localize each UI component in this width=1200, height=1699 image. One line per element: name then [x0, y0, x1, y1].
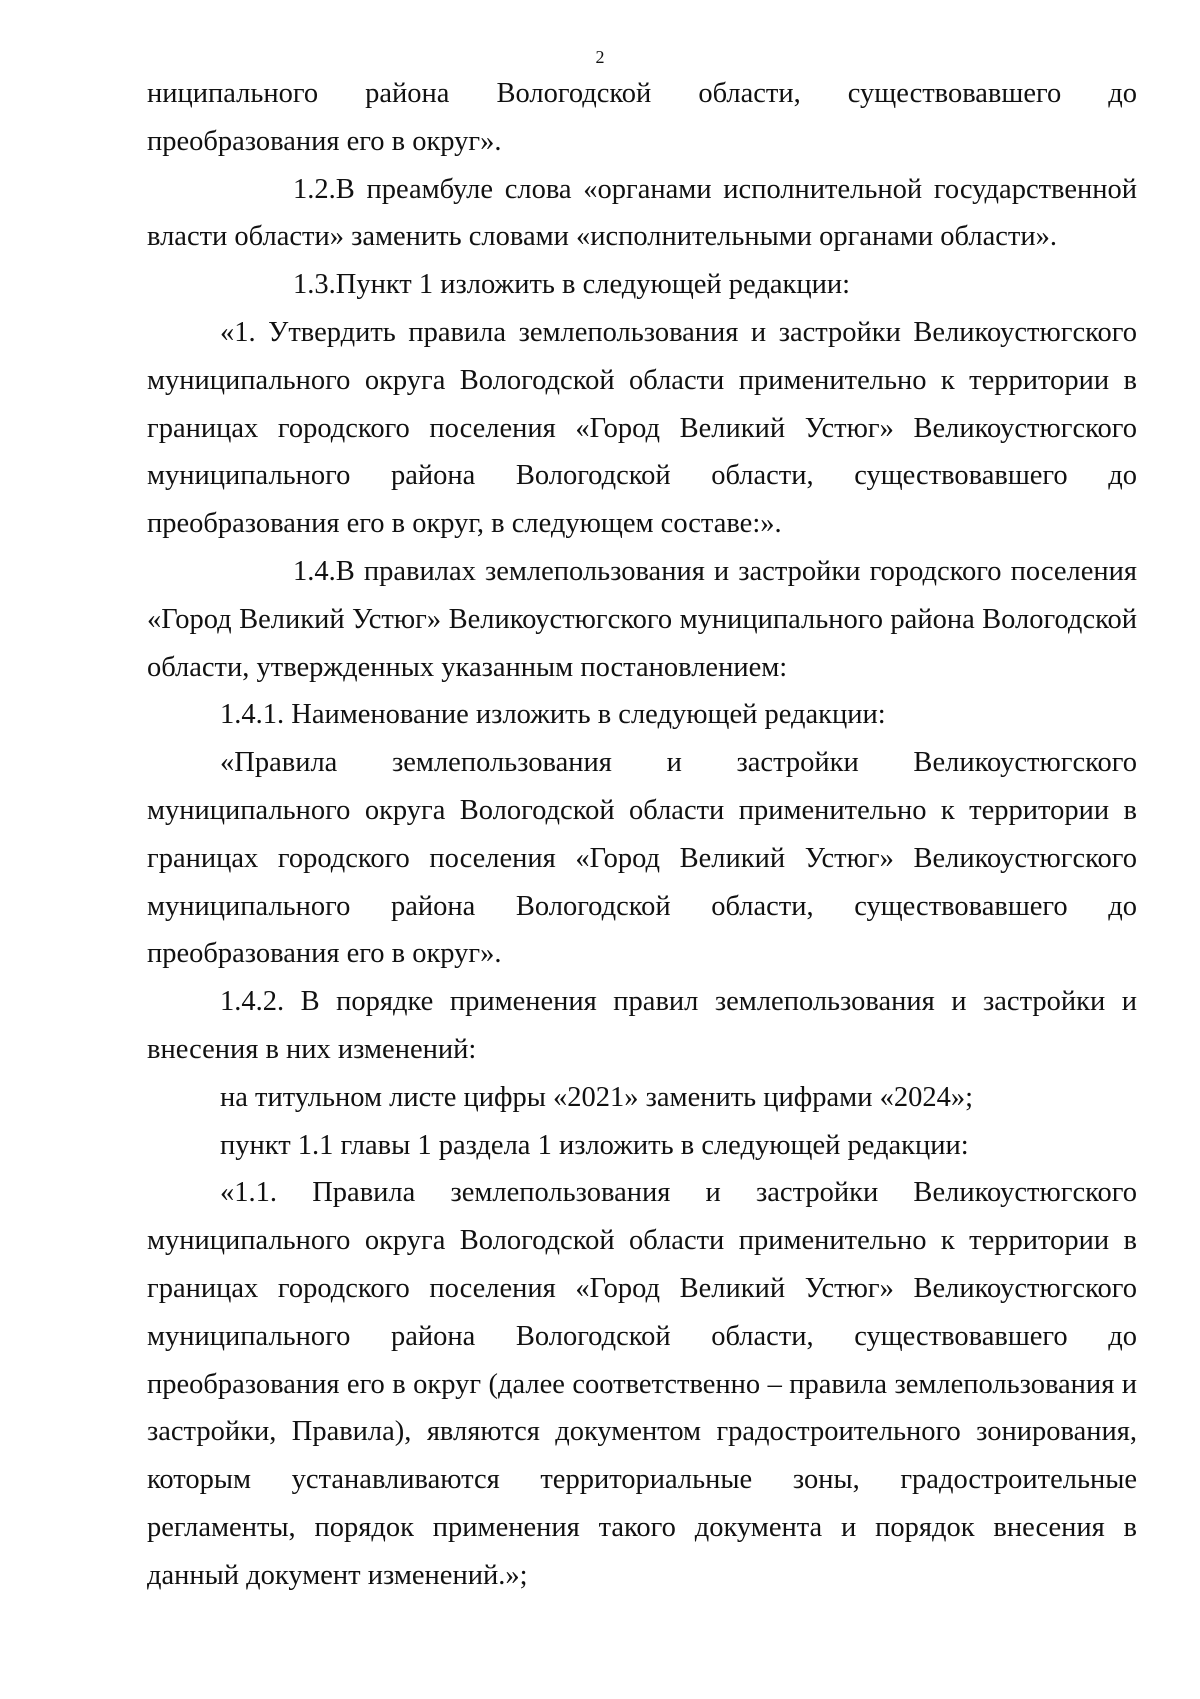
- paragraph-text: Пункт 1 изложить в следующей редакции:: [335, 269, 850, 301]
- paragraph-text: В преамбуле слова «органами исполнительной государственной власти области» заменить словами «исполнительными органами области».: [147, 173, 1137, 253]
- paragraph-1-4-2: [147, 978, 1137, 1074]
- paragraph-text: на титульном листе цифры «2021» заменить цифрами «2024»;: [220, 1081, 973, 1113]
- document-body: [147, 70, 1137, 1600]
- clause-number: 1.2.: [293, 173, 336, 205]
- paragraph-text: «1. Утвердить правила землепользования и застройки Великоустюгского муниципального округа Вологодской области применительно к территории в границах городского поселения «Город Великий Устюг» Великоустюгского муниципального района Вологодской области, существовавшего до преобразования его в округ, в следующем составе:».: [147, 316, 1137, 540]
- paragraph-text: 1.4.1. Наименование изложить в следующей редакции:: [220, 699, 886, 731]
- paragraph-quote-1: [147, 309, 1137, 548]
- paragraph-clause-1-1: [147, 1122, 1137, 1170]
- paragraph-text: ниципального района Вологодской области, существовавшего до преобразования его в округ».: [147, 78, 1137, 157]
- paragraph-1-4-1: [147, 691, 1137, 739]
- paragraph-quote-1-1: [147, 1169, 1137, 1599]
- paragraph-text: «1.1. Правила землепользования и застройки Великоустюгского муниципального округа Вологодской области применительно к территории в границах городского поселения «Город Великий Устюг» Великоустюгского муниципального района Вологодской области, существовавшего до преобразования его в округ (далее соответственно – правила землепользования и застройки, Правила), являются документом градостроительного зонирования, которым устанавливаются территориальные зоны, градостроительные регламенты, порядок применения такого документа и порядок внесения в данный документ изменений.»;: [147, 1177, 1137, 1591]
- paragraph-1-2: [147, 166, 1137, 262]
- paragraph-quote-rules-title: [147, 739, 1137, 978]
- clause-number: 1.4.: [293, 555, 336, 587]
- paragraph-1-3: [147, 261, 1137, 309]
- paragraph-title-page: [147, 1074, 1137, 1122]
- paragraph-continuation: [147, 70, 1137, 166]
- page-number: 2: [595, 47, 605, 67]
- paragraph-1-4: [147, 548, 1137, 691]
- paragraph-text: пункт 1.1 главы 1 раздела 1 изложить в следующей редакции:: [220, 1129, 969, 1161]
- paragraph-text: 1.4.2. В порядке применения правил землепользования и застройки и внесения в них изменений:: [147, 986, 1137, 1065]
- paragraph-text: В правилах землепользования и застройки городского поселения «Город Великий Устюг» Великоустюгского муниципального района Вологодской области, утвержденных указанным постановлением:: [147, 555, 1137, 683]
- paragraph-text: «Правила землепользования и застройки Великоустюгского муниципального округа Вологодской области применительно к территории в границах городского поселения «Город Великий Устюг» Великоустюгского муниципального района Вологодской области, существовавшего до преобразования его в округ».: [147, 747, 1137, 970]
- clause-number: 1.3.: [293, 269, 336, 301]
